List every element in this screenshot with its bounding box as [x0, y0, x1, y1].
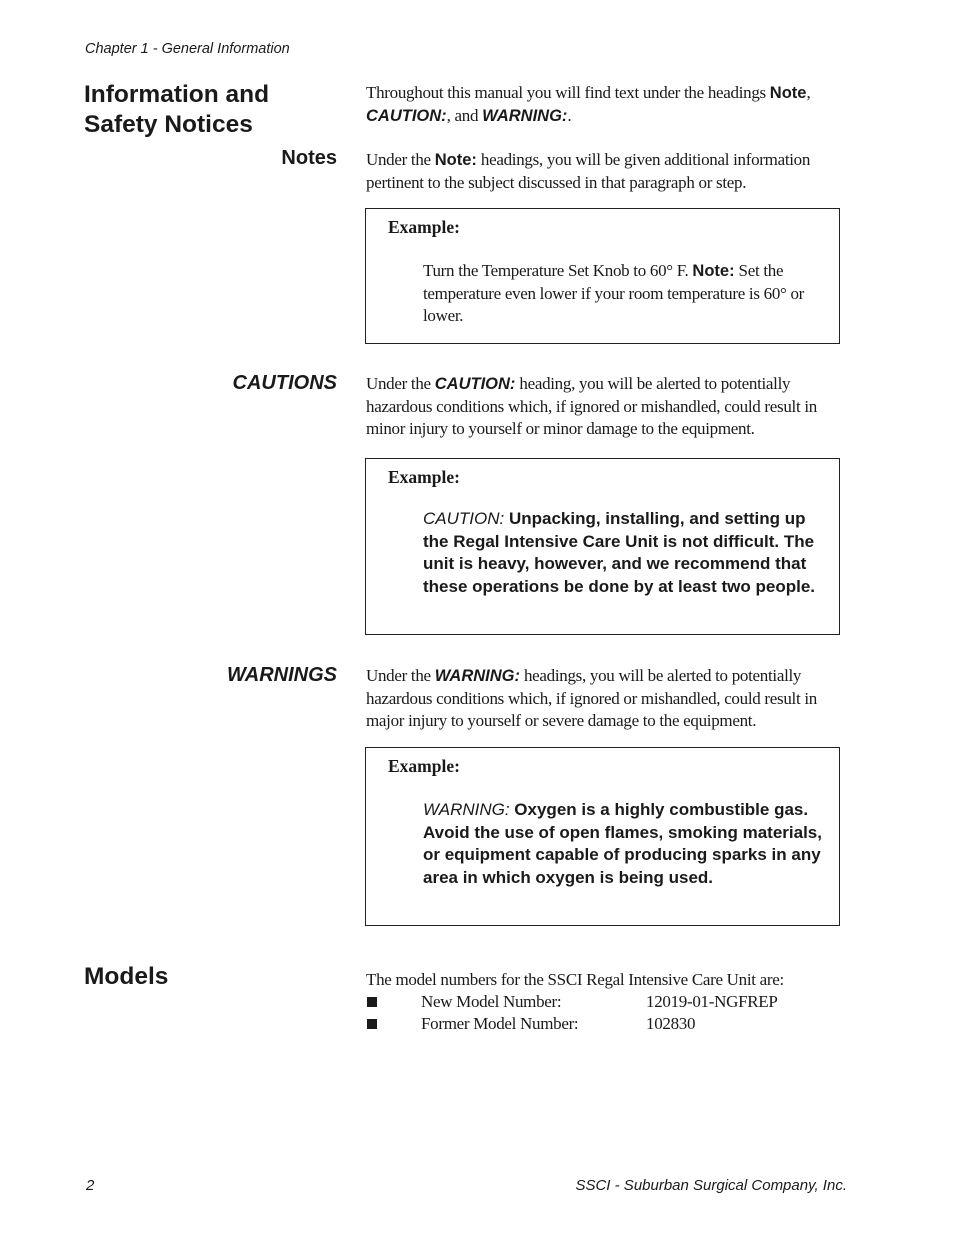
warnings-example-body [423, 799, 831, 889]
section-title-line1: Information and [84, 81, 270, 108]
intro-caution-keyword: CAUTION: [366, 106, 447, 125]
warnings-paragraph [366, 665, 846, 733]
cautions-paragraph [366, 373, 846, 441]
warnings-text-1: Under the [366, 666, 435, 685]
intro-note-keyword: Note [769, 84, 807, 102]
model-value: 102830 [646, 1014, 696, 1033]
intro-text-3: , and [446, 105, 483, 125]
notes-example-label: Example: [388, 217, 460, 237]
model-row-new [366, 992, 846, 1015]
intro-text-4: . [567, 105, 572, 125]
notes-example-box [365, 208, 840, 344]
notes-keyword: Note: [434, 151, 477, 169]
notes-example-body [423, 260, 831, 328]
notes-text-1: Under the [366, 150, 435, 169]
square-bullet-icon [367, 997, 377, 1007]
cautions-text-2: heading, you will be alerted to potentially hazardous conditions which, if ignored or mishandled, could result in minor injury to yourself or minor damage to the equipment. [366, 374, 817, 438]
page-number: 2 [86, 1177, 95, 1194]
model-row-former [366, 1014, 846, 1037]
warnings-example-lead: WARNING: [423, 800, 510, 819]
warnings-text-2: headings, you will be alerted to potentially hazardous conditions which, if ignored or mishandled, could result in major injury to yourself or severe damage to the equipment. [366, 666, 817, 730]
intro-text-2: , [806, 83, 811, 102]
warnings-keyword: WARNING: [434, 667, 521, 685]
notes-example-text-1: Turn the Temperature Set Knob to 60° F. [423, 261, 693, 280]
square-bullet-icon [367, 1019, 377, 1029]
cautions-text-1: Under the [366, 374, 435, 393]
chapter-header: Chapter 1 - General Information [85, 41, 290, 57]
cautions-example-box [365, 458, 840, 635]
notes-example-keyword: Note: [692, 262, 735, 280]
model-label: New Model Number: [421, 992, 562, 1011]
warnings-example-box [365, 747, 840, 926]
section-title-line2: Safety Notices [84, 111, 253, 138]
notes-text-2: headings, you will be given additional information pertinent to the subject discussed in that paragraph or step. [366, 150, 811, 192]
notes-example-text-2: Set the temperature even lower if your room temperature is 60° or lower. [423, 261, 805, 325]
intro-text-1: Throughout this manual you will find text under the headings [366, 83, 770, 102]
notes-paragraph [366, 149, 846, 194]
cautions-example-text: Unpacking, installing, and setting up the Regal Intensive Care Unit is not difficult. The unit is heavy, however, and we recommend that these operations be done by at least two people. [423, 509, 816, 596]
notes-heading: Notes [281, 147, 337, 169]
footer-company: SSCI - Suburban Surgical Company, Inc. [575, 1177, 847, 1194]
cautions-keyword: CAUTION: [434, 375, 516, 393]
intro-paragraph [366, 82, 846, 127]
cautions-example-lead: CAUTION: [423, 509, 505, 528]
warnings-heading: WARNINGS [227, 664, 337, 686]
section-title [84, 80, 269, 140]
model-value: 12019-01-NGFREP [646, 992, 778, 1011]
models-title: Models [84, 963, 169, 990]
intro-warning-keyword: WARNING: [482, 106, 568, 125]
cautions-example-label: Example: [388, 467, 460, 487]
warnings-example-text: Oxygen is a highly combustible gas. Avoid the use of open flames, smoking materials, or equipment capable of producing sparks in any area in which oxygen is being used. [423, 800, 822, 887]
model-label: Former Model Number: [421, 1014, 579, 1033]
cautions-heading: CAUTIONS [232, 372, 337, 394]
warnings-example-label: Example: [388, 756, 460, 776]
cautions-example-body [423, 508, 831, 598]
models-intro: The model numbers for the SSCI Regal Intensive Care Unit are: [366, 970, 784, 989]
